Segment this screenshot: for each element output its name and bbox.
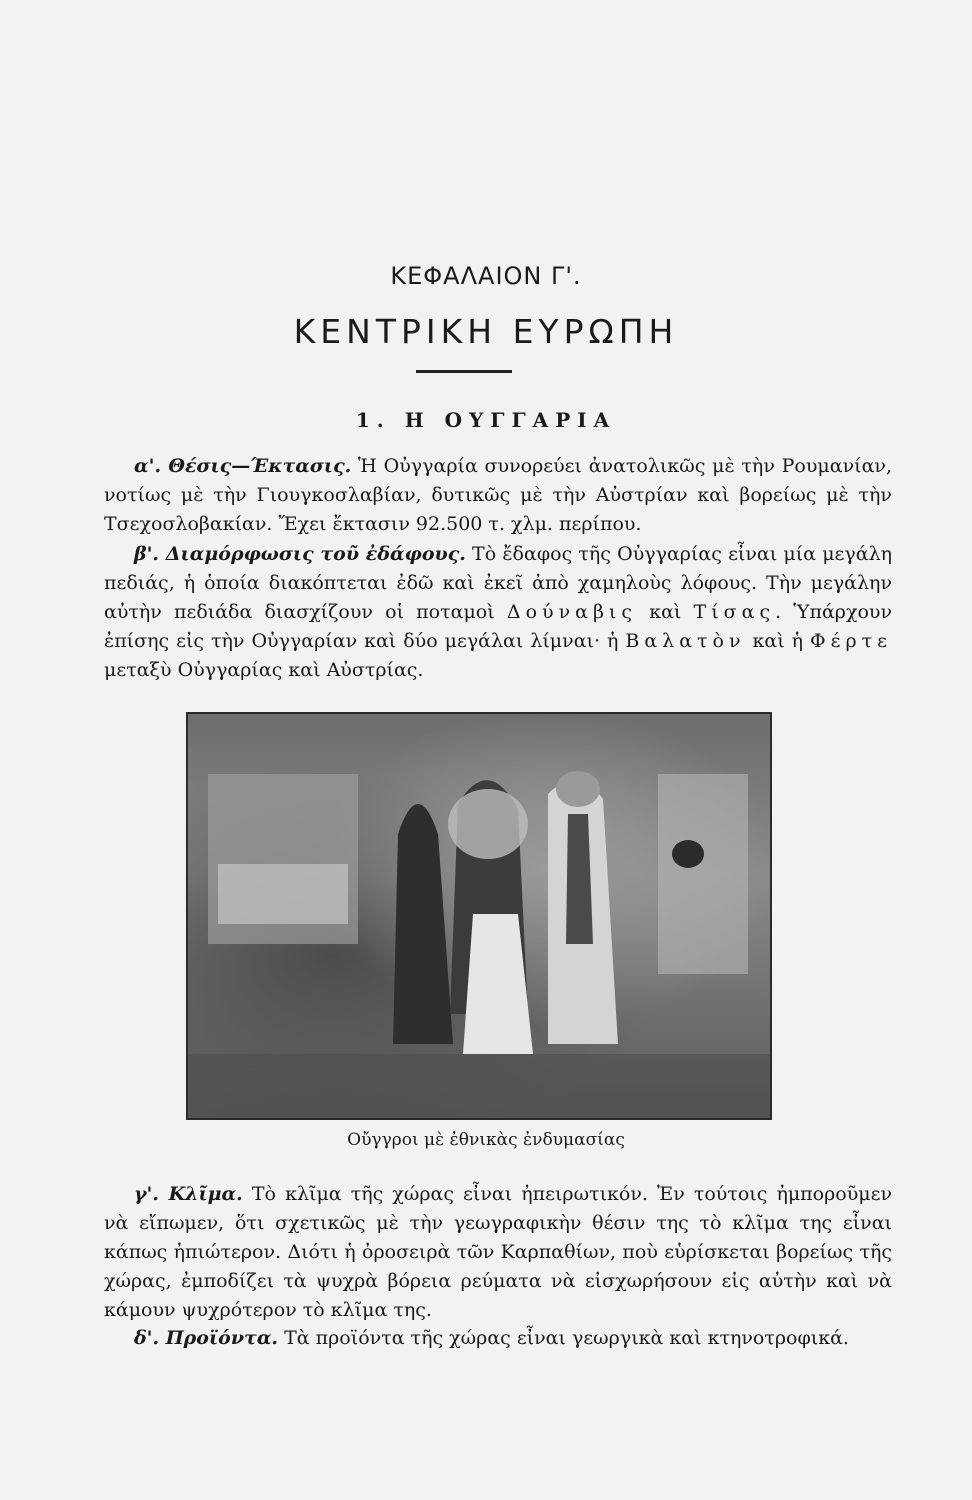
paragraph-climate — [104, 1180, 892, 1325]
paragraph-terrain — [104, 540, 892, 685]
river-danube: Δούναβις — [506, 601, 638, 623]
title-divider — [416, 370, 512, 373]
paragraph-text: Τὸ κλῖμα τῆς χώρας εἶναι ἠπειρωτικόν. Ἐν τούτοις ἠμποροῦμεν νὰ εἴπωμεν, ὅτι σχετικῶς μὲ τὴν γεωγραφικὴν θέσιν της τὸ κλῖμα της εἶναι κάπως ἠπιώτερον. Διότι ἡ ὀροσειρὰ τῶν Καρπαθίων, ποὺ εὑρίσκεται βορείως τῆς χώρας, ἐμποδίζει τὰ ψυχρὰ βόρεια ρεύματα νὰ εἰσχωρήσουν εἰς αὐτὴν καὶ νὰ κάμουν ψυχρότερον τὸ κλῖμα της. — [104, 1183, 893, 1321]
conjunction: καὶ ἡ — [745, 630, 811, 652]
paragraph-text: Τὰ προϊόντα τῆς χώρας εἶναι γεωργικὰ καὶ κτηνοτροφικά. — [278, 1327, 849, 1349]
photo-caption: Οὔγγροι μὲ ἐθνικὰς ἐνδυμασίας — [347, 1130, 625, 1150]
paragraph-text: Τὸ ἔδαφος τῆς Οὐγγαρίας εἶναι μία μεγάλη πεδιάς, ἡ ὁποία διακόπτεται ἐδῶ καὶ ἐκεῖ ἀπὸ χαμηλοὺς λόφους. Τὴν μεγάλην αὐτὴν πεδιάδα διασχίζουν οἱ ποταμοὶ — [104, 543, 892, 623]
paragraph-heading: δ'. Προϊόντα. — [134, 1327, 279, 1349]
paragraph-products — [104, 1324, 892, 1353]
paragraph-text: μεταξὺ Οὐγγαρίας καὶ Αὐστρίας. — [104, 659, 424, 681]
photograph-hungarians-in-costume — [186, 712, 772, 1120]
paragraph-position-extent — [104, 452, 892, 539]
paragraph-heading: β'. Διαμόρφωσις τοῦ ἐδάφους. — [134, 543, 466, 565]
section-heading: 1. Η ΟΥΓΓΑΡΙΑ — [355, 408, 617, 432]
paragraph-heading: γ'. Κλῖμα. — [134, 1183, 243, 1205]
conjunction: καὶ — [637, 601, 694, 623]
chapter-heading: ΚΕΦΑΛΑΙΟΝ Γ'. — [390, 262, 582, 290]
photo-figures-illustration — [188, 714, 770, 1118]
paragraph-text: Ἡ Οὐγγαρία συνορεύει ἀνατολικῶς μὲ τὴν Ρουμανίαν, νοτίως μὲ τὴν Γιουγκοσλαβίαν, δυτικῶς μὲ τὴν Αὐστρίαν καὶ βορείως μὲ τὴν Τσεχοσλοβακίαν. Ἔχει ἔκτασιν 92.500 τ. χλμ. περίπου. — [104, 455, 893, 535]
chapter-title: ΚΕΝΤΡΙΚΗ ΕΥΡΩΠΗ — [293, 312, 679, 351]
river-tisza: Τίσας — [693, 601, 776, 623]
lake-balaton: Βαλατὸν — [625, 630, 746, 652]
paragraph-text: . Ὑπάρχουν ἐπίσης εἰς τὴν Οὐγγαρίαν καὶ δύο μεγάλαι λίμναι· ἡ — [104, 601, 892, 652]
lake-ferto: Φέρτε — [810, 630, 892, 652]
paragraph-heading: α'. Θέσις—Έκτασις. — [134, 455, 352, 477]
